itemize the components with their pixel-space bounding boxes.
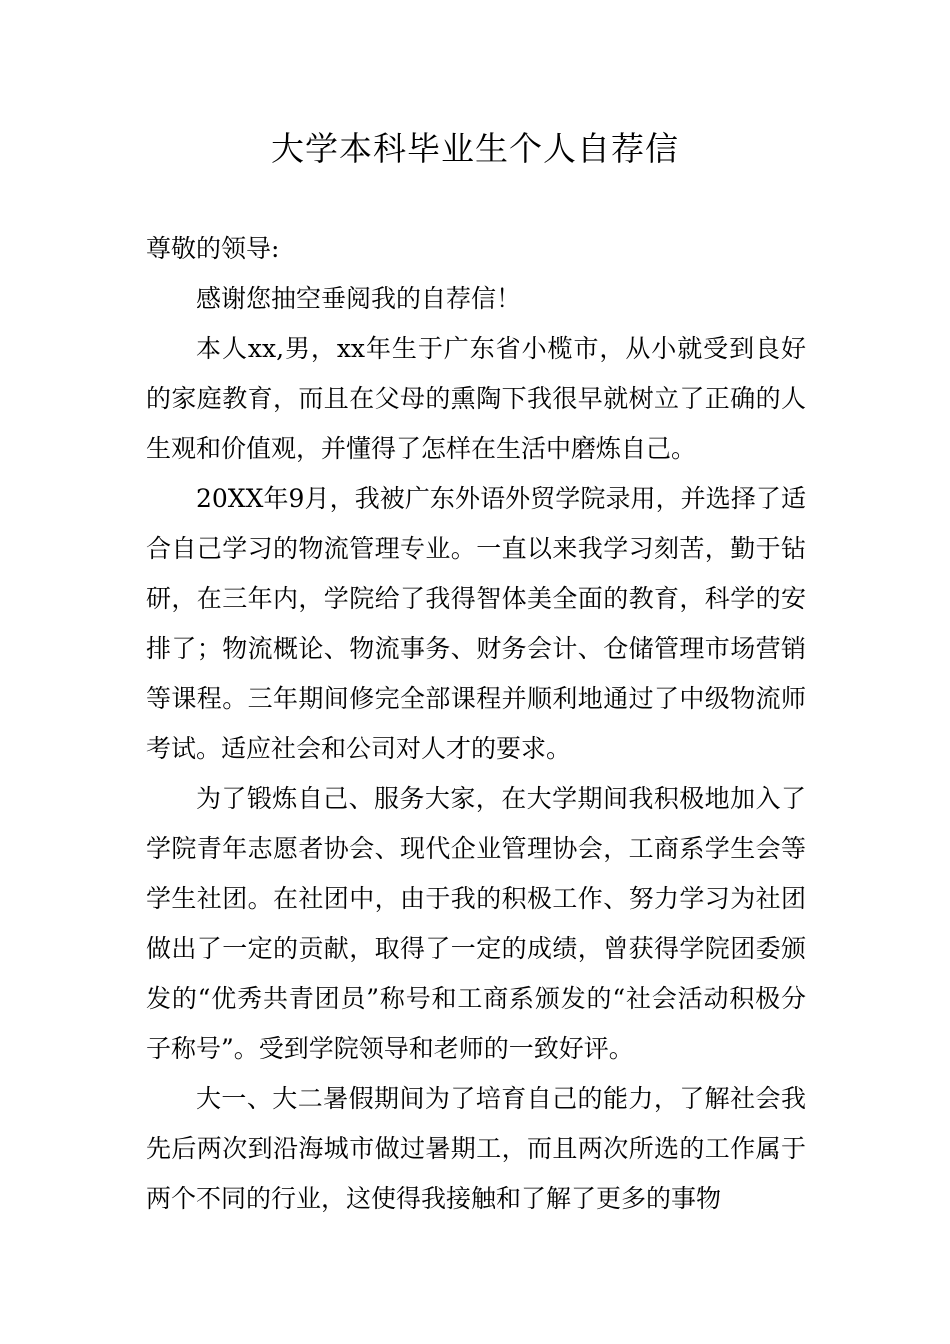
paragraph-thanks: 感谢您抽空垂阅我的自荐信！ — [196, 284, 522, 313]
page-title: 大学本科毕业生个人自荐信 — [271, 129, 679, 168]
paragraph-background: 本人xx,男，xx年生于广东省小榄市，从小就受到良好的家庭教育，而且在父母的熏陶下我很早就树立了正确的人生观和价值观，并懂得了怎样在生活中磨炼自己。 — [146, 334, 806, 463]
letter-body — [146, 224, 806, 1224]
paragraph-activities: 为了锻炼自己、服务大家，在大学期间我积极地加入了学院青年志愿者协会、现代企业管理协会，工商系学生会等学生社团。在社团中，由于我的积极工作、努力学习为社团做出了一定的贡献，取得了一定的成绩，曾获得学院团委颁发的“优秀共青团员”称号和工商系颁发的“社会活动积极分子称号”。受到学院领导和老师的一致好评。 — [146, 784, 806, 1063]
salutation: 尊敬的领导: — [146, 234, 280, 263]
paragraph-education: 20XX年9月，我被广东外语外贸学院录用，并选择了适合自己学习的物流管理专业。一直以来我学习刻苦，勤于钻研，在三年内，学院给了我得智体美全面的教育，科学的安排了；物流概论、物流事务、财务会计、仓储管理市场营销等课程。三年期间修完全部课程并顺利地通过了中级物流师考试。适应社会和公司对人才的要求。 — [146, 484, 806, 763]
paragraph-summer-work: 大一、大二暑假期间为了培育自己的能力，了解社会我先后两次到沿海城市做过暑期工，而且两次所选的工作属于两个不同的行业，这使得我接触和了解了更多的事物 — [146, 1084, 806, 1213]
